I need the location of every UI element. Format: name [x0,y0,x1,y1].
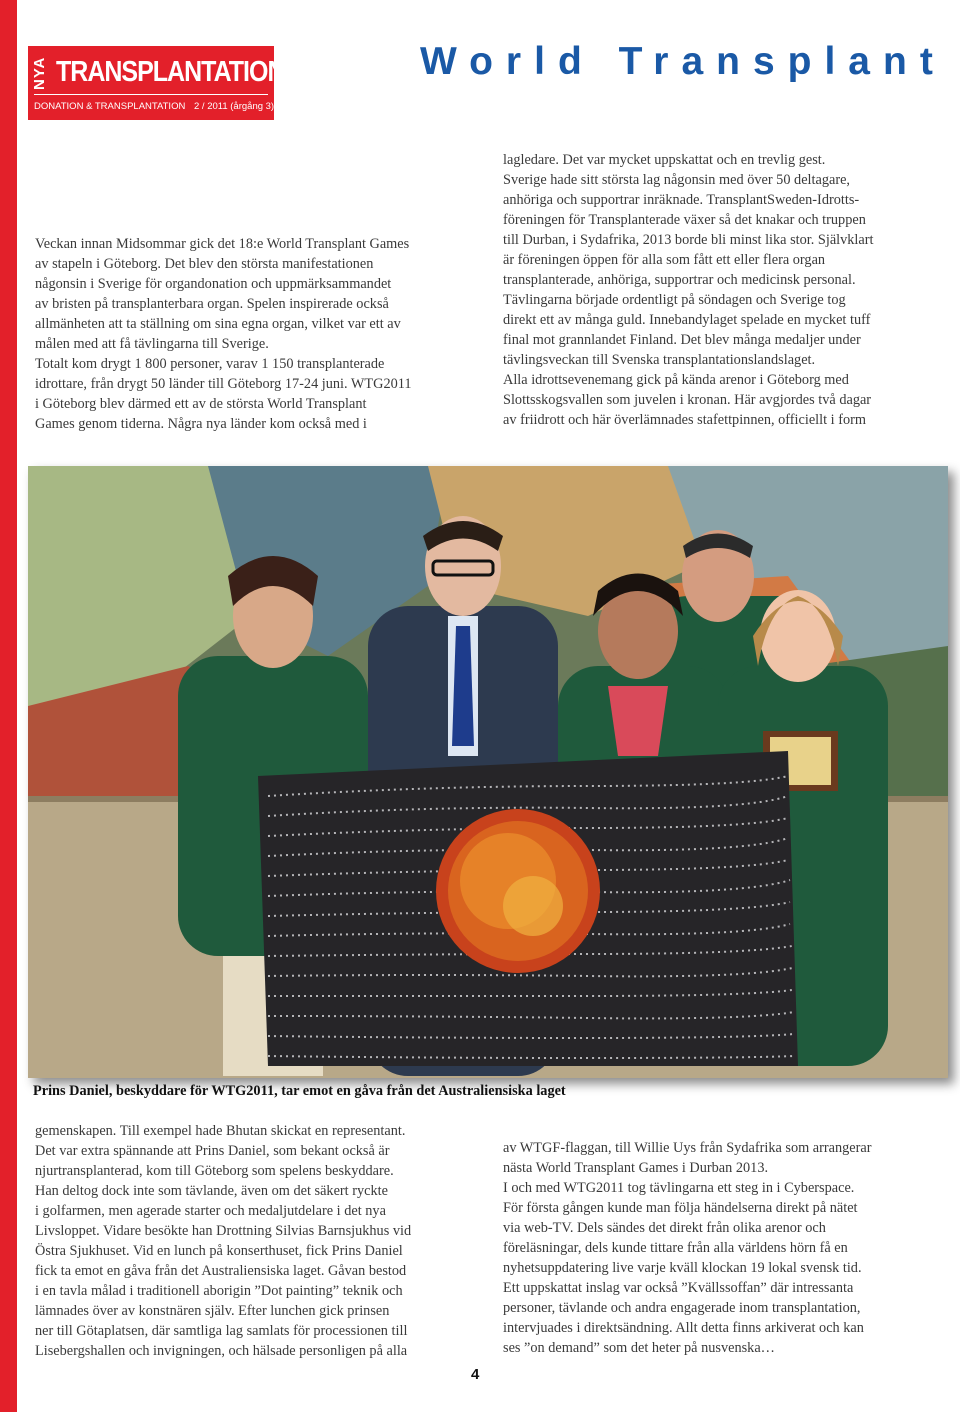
logo-nya-text: NYA [31,56,48,90]
article-paragraph: Veckan innan Midsommar gick det 18:e World Transplant Games av stapeln i Göteborg. Det blev den största manifestationen någonsin i Sverige för organdonation och uppmärksammandet av bristen på transplanterbara organ. Spelen inspirerade också allmänheten att ta ställning om sina egna organ, vilket var ett av målen med att få tävlingarna till Sverige. Totalt kom drygt 1 800 personer, varav 1 150 transplanterade idrottare, från drygt 50 länder till Göteborg 17-24 juni. WTG2011 i Göteborg blev därmed ett av de största World Transplant Games genom tiderna. Några nya länder kom också med i [35,236,412,432]
photo-caption: Prins Daniel, beskyddare för WTG2011, tar emot en gåva från det Australiensiska laget [33,1083,566,1099]
article-column-1-top [35,234,475,434]
page-number: 4 [471,1366,480,1383]
article-column-1-bottom [35,1121,475,1361]
masthead-logo [28,46,362,120]
article-paragraph: av WTGF-flaggan, till Willie Uys från Sydafrika som arrangerar nästa World Transplant Games i Durban 2013. I och med WTG2011 tog tävlingarna ett steg in i Cyberspace. För första gången kunde man följa händelserna direkt på nätet via web-TV. Dels sändes det direkt från olika arenor och föreläsningar, dels kunde tittare från alla världens hörn få en nyhetsuppdatering live varje kväll klockan 19 lokal svensk tid. Ett uppskattat inslag var också ”Kvällssoffan” där intressanta personer, tävlande och andra engagerade inom transplantation, intervjuades i direktsändning. Allt detta finns arkiverat och kan ses ”on demand” som det heter på nusvenska… [503,1140,872,1356]
logo-subtitle: DONATION & TRANSPLANTATION [34,101,186,112]
article-column-2-top [503,150,953,430]
photo-illustration [28,466,948,1078]
article-paragraph: lagledare. Det var mycket uppskattat och en trevlig gest. Sverige hade sitt största lag någonsin med över 50 deltagare, anhöriga och supportrar inräknade. TransplantSweden-Idrotts- föreningen för Transplanterade växer så det knakar och truppen till Durban, i Sydafrika, 2013 borde bli minst lika stor. Självklart är föreningen öppen för alla som fått ett eller flera organ transplanterade, anhöriga, supportrar och medicinsk personal. Tävlingarna började ordentligt på söndagen och Sverige tog direkt ett av många guld. Innebandylaget spelade en mycket tuff final mot grannlandet Finland. Det blev många medaljer under tävlingsveckan till Svenska transplantationslandslaget. Alla idrottsevenemang gick på kända arenor i Göteborg med Slottsskogsvallen som juvelen i kronan. Här avgjordes två dagar av friidrott och här överlämnades stafettpinnen, officiellt i form [503,152,874,428]
article-photo [28,466,948,1078]
article-paragraph: gemenskapen. Till exempel hade Bhutan skickat en representant. Det var extra spännande att Prins Daniel, som bekant också är njurtransplanterad, kom till Göteborg som spelens beskyddare. Han deltog dock inte som tävlande, även om det säkert ryckte i golfarmen, men agerade starter och medaljutdelare i det nya Livsloppet. Vidare besökte han Drottning Silvias Barnsjukhus vid Östra Sjukhuset. Vid en lunch på konserthuset, fick Prins Daniel fick ta emot en gåva från det Australiensiska laget. Gåvan bestod i en tavla målad i traditionell aborigin ”Dot painting” teknik och lämnades över av konstnären själv. Efter lunchen gick prinsen ner till Götaplatsen, där samtliga lag samlats för processionen till Lisebergshallen och invigningen, och hälsade personligen på alla [35,1123,412,1359]
logo-divider [34,94,268,95]
article-column-2-bottom [503,1138,953,1358]
left-accent-bar [0,0,17,1412]
logo-title: TRANSPLANTATIONSNYTT [56,55,362,89]
logo-issue: 2 / 2011 (årgång 3) [194,101,275,112]
page-headline: World Transplant [420,40,946,83]
dot-painting [258,751,798,1066]
